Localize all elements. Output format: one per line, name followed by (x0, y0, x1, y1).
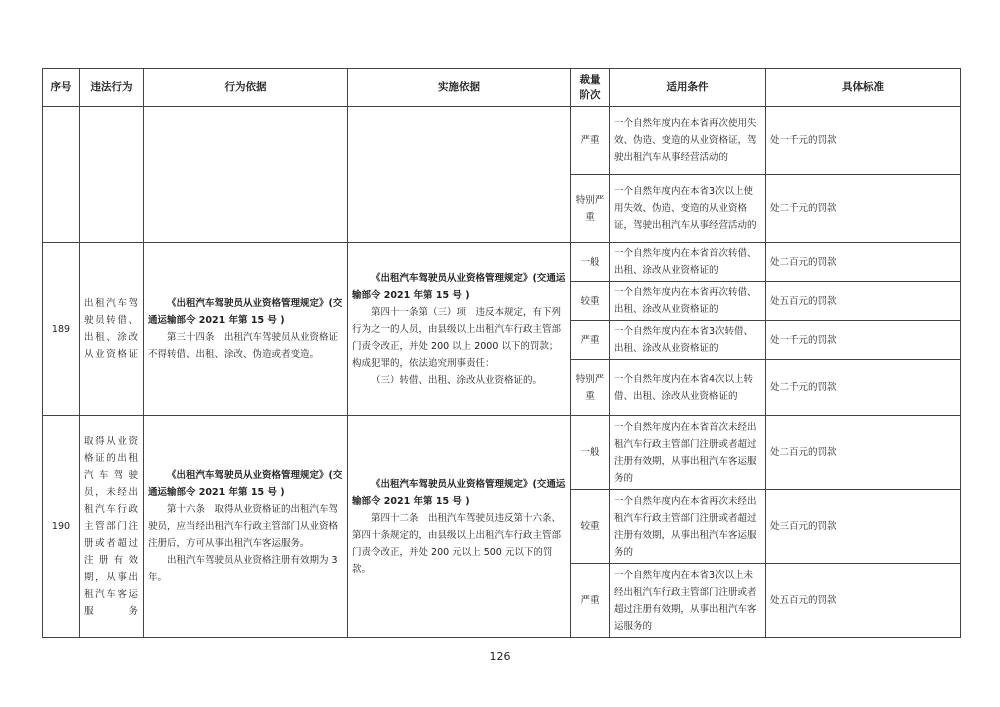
condition-cell: 一个自然年度内在本省4次以上转借、出租、涂改从业资格证的 (610, 360, 766, 416)
header-impl: 实施依据 (348, 69, 571, 107)
table-row (43, 416, 961, 490)
item-number: 190 (43, 416, 80, 638)
header-basis: 行为依据 (144, 69, 348, 107)
condition-cell: 一个自然年度内在本省3次以上使用失效、伪造、变造的从业资格证，驾驶出租汽车从事经营活动的 (610, 175, 766, 243)
impl-text-2: （三）转借、出租、涂改从业资格证的。 (371, 374, 543, 386)
impl-cell (348, 416, 571, 638)
condition-cell: 一个自然年度内在本省再次转借、出租、涂改从业资格证的 (610, 282, 766, 321)
basis-title: 《出租汽车驾驶员从业资格管理规定》(交通运输部令 2021 年第 15 号 ) (148, 470, 343, 498)
condition-cell: 一个自然年度内在本省3次转借、出租、涂改从业资格证的 (610, 321, 766, 360)
level-cell: 一般 (571, 243, 610, 282)
basis-cell (144, 416, 348, 638)
standard-cell: 处五百元的罚款 (766, 564, 961, 638)
standard-cell: 处五百元的罚款 (766, 282, 961, 321)
level-cell: 一般 (571, 416, 610, 490)
prev-impl-cell (348, 107, 571, 243)
prev-basis-cell (144, 107, 348, 243)
page-number: 126 (489, 650, 511, 663)
standard-cell: 处一千元的罚款 (766, 321, 961, 360)
level-cell: 特别严重 (571, 175, 610, 243)
prev-act-cell (80, 107, 144, 243)
standard-cell: 处一千元的罚款 (766, 107, 961, 175)
header-act: 违法行为 (80, 69, 144, 107)
header-level: 裁量阶次 (571, 69, 610, 107)
violation-cell: 出租汽车驾驶员转借、出租、涂改从业资格证 (80, 243, 144, 416)
header-cond: 适用条件 (610, 69, 766, 107)
header-std: 具体标准 (766, 69, 961, 107)
level-cell: 特别严重 (571, 360, 610, 416)
prev-no-cell (43, 107, 80, 243)
basis-title: 《出租汽车驾驶员从业资格管理规定》(交通运输部令 2021 年第 15 号 ) (148, 298, 343, 326)
basis-text-2: 出租汽车驾驶员从业资格注册有效期为 3 年。 (148, 555, 338, 583)
level-cell: 较重 (571, 490, 610, 564)
header-no: 序号 (43, 69, 80, 107)
condition-cell: 一个自然年度内在本省再次未经出租汽车行政主管部门注册或者超过注册有效期，从事出租汽车客运服务的 (610, 490, 766, 564)
basis-text: 第三十四条 出租汽车驾驶员从业资格证不得转借、出租、涂改、伪造或者变造。 (148, 332, 339, 360)
item-number: 189 (43, 243, 80, 416)
standard-cell: 处二百元的罚款 (766, 416, 961, 490)
level-cell: 严重 (571, 564, 610, 638)
condition-cell: 一个自然年度内在本省首次转借、出租、涂改从业资格证的 (610, 243, 766, 282)
table-row (43, 243, 961, 282)
standard-cell: 处三百元的罚款 (766, 490, 961, 564)
header-row (43, 69, 961, 107)
condition-cell: 一个自然年度内在本省首次未经出租汽车行政主管部门注册或者超过注册有效期，从事出租汽车客运服务的 (610, 416, 766, 490)
impl-text: 第四十二条 出租汽车驾驶员违反第十六条、第四十条规定的，由县级以上出租汽车行政主管部门责令改正，并处 200 元以上 500 元以下的罚款。 (352, 512, 562, 575)
impl-cell (348, 243, 571, 416)
level-cell: 严重 (571, 107, 610, 175)
condition-cell: 一个自然年度内在本省3次以上未经出租汽车行政主管部门注册或者超过注册有效期，从事出租汽车客运服务的 (610, 564, 766, 638)
standard-cell: 处二千元的罚款 (766, 175, 961, 243)
impl-text: 第四十一条第（三）项 违反本规定，有下列行为之一的人员，由县级以上出租汽车行政主管部门责令改正，并处 200 以上 2000 以下的罚款；构成犯罪的，依法追究刑事责任： (352, 306, 562, 369)
impl-title: 《出租汽车驾驶员从业资格管理规定》(交通运输部令 2021 年第 15 号 ) (352, 272, 566, 301)
standard-cell: 处二千元的罚款 (766, 360, 961, 416)
basis-cell (144, 243, 348, 416)
violation-cell: 取得从业资格证的出租汽车驾驶员，未经出租汽车行政主管部门注册或者超过注册有效期，从事出租汽车客运服务 (80, 416, 144, 638)
level-cell: 较重 (571, 282, 610, 321)
basis-text: 第十六条 取得从业资格证的出租汽车驾驶员，应当经出租汽车行政主管部门从业资格注册后，方可从事出租汽车客运服务。 (148, 504, 339, 549)
impl-title: 《出租汽车驾驶员从业资格管理规定》(交通运输部令 2021 年第 15 号 ) (352, 478, 566, 507)
table-row (43, 107, 961, 175)
level-cell: 严重 (571, 321, 610, 360)
standard-cell: 处二百元的罚款 (766, 243, 961, 282)
condition-cell: 一个自然年度内在本省再次使用失效、伪造、变造的从业资格证，驾驶出租汽车从事经营活动的 (610, 107, 766, 175)
penalty-standards-table (42, 68, 961, 638)
